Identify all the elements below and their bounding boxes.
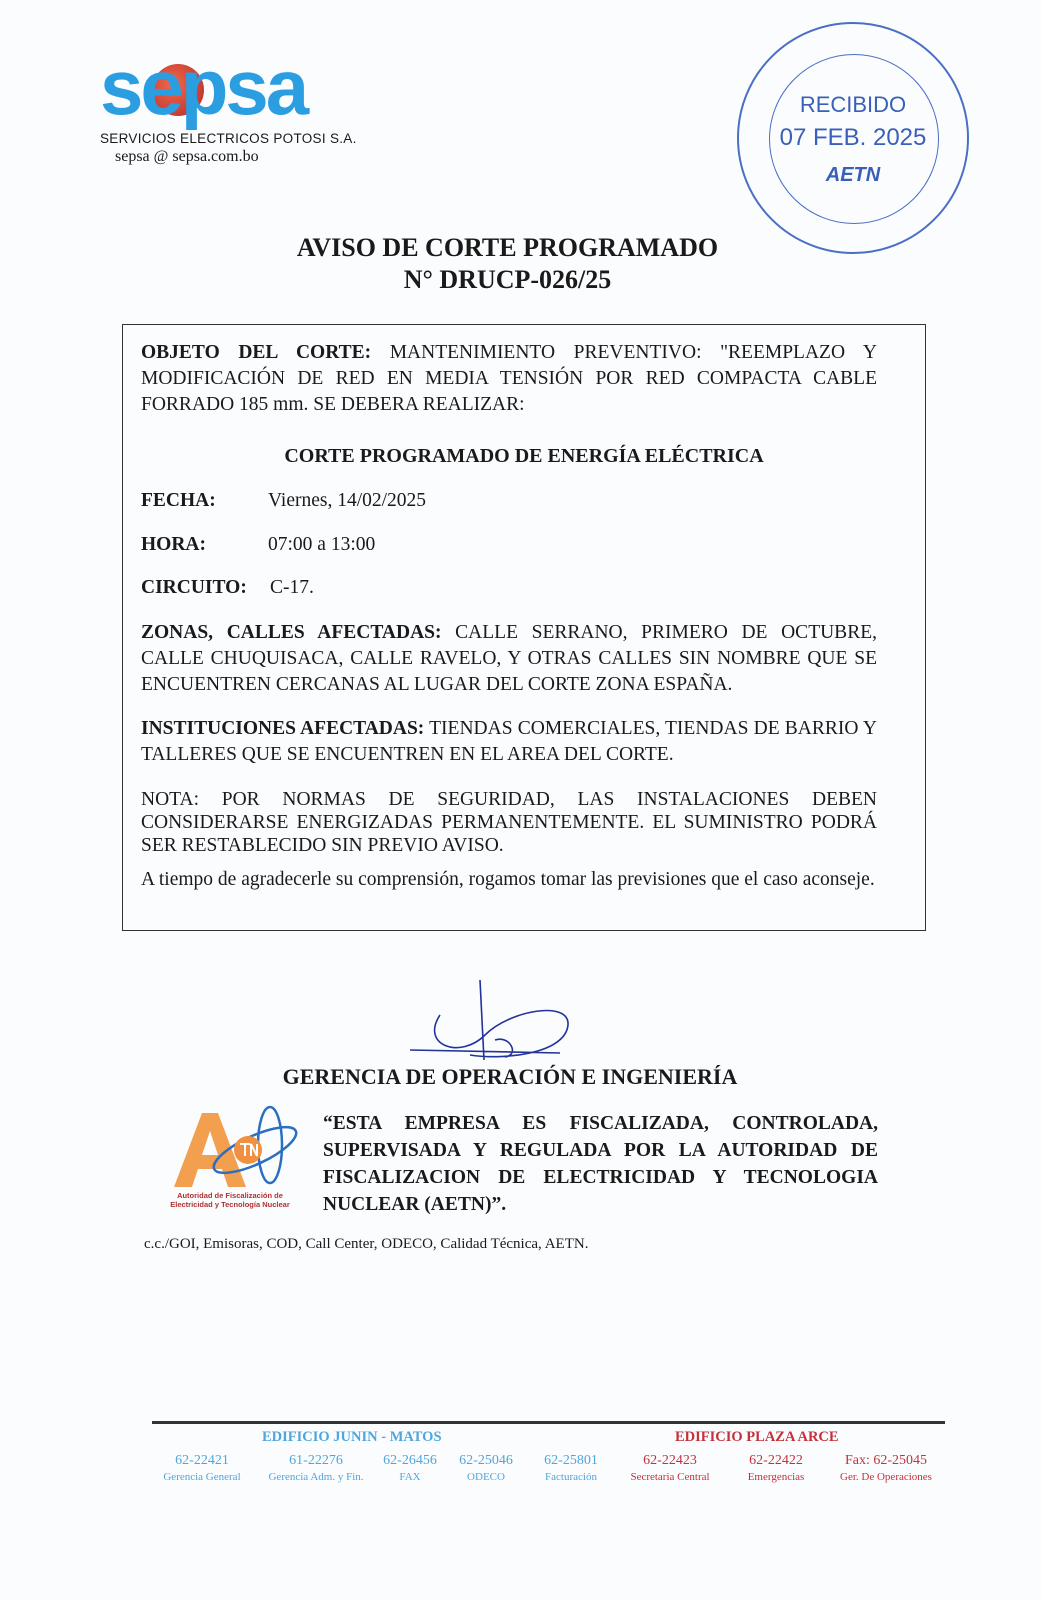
footer-phone: 62-22421	[175, 1453, 229, 1468]
hora-value: 07:00 a 13:00	[268, 534, 376, 555]
aetn-logo-mark	[160, 1105, 300, 1189]
company-name: SERVICIOS ELECTRICOS POTOSI S.A.	[100, 131, 357, 146]
footer-phone-label: Emergencias	[747, 1471, 805, 1483]
aetn-logo	[160, 1105, 300, 1210]
received-stamp	[737, 22, 969, 254]
zonas-paragraph: ZONAS, CALLES AFECTADAS: CALLE SERRANO, PRIMERO DE OCTUBRE, CALLE CHUQUISACA, CALLE RAVELO, Y OTRAS CALLES SIN NOMBRE QUE SE ENCUENTREN CERCANAS AL LUGAR DEL CORTE ZONA ESPAÑA.	[141, 622, 877, 695]
closing-paragraph: A tiempo de agradecerle su comprensión, rogamos tomar las previsiones que el caso aconseje.	[141, 869, 875, 890]
footer-phone-label: Secretaria Central	[630, 1471, 710, 1483]
footer-phone: 62-25801	[544, 1453, 598, 1468]
footer-phone: 62-22423	[643, 1453, 697, 1468]
footer-phone: 62-22422	[749, 1453, 803, 1468]
footer-phone-label: Ger. De Operaciones	[840, 1471, 932, 1483]
footer-phone: Fax: 62-25045	[844, 1453, 928, 1468]
footer-phone-label: ODECO	[467, 1471, 505, 1483]
section-subtitle: CORTE PROGRAMADO DE ENERGÍA ELÉCTRICA	[284, 445, 764, 467]
footer-phone-label: Gerencia General	[163, 1471, 241, 1483]
footer-rule	[152, 1421, 945, 1424]
stamp-date: 07 FEB. 2025	[779, 124, 927, 151]
stamp-status: RECIBIDO	[799, 92, 907, 117]
footer-phone-label: FAX	[399, 1471, 421, 1483]
instituciones-paragraph: INSTITUCIONES AFECTADAS: TIENDAS COMERCIALES, TIENDAS DE BARRIO Y TALLERES QUE SE ENCUENTREN EN EL AREA DEL CORTE.	[141, 718, 877, 765]
fecha-value: Viernes, 14/02/2025	[268, 490, 427, 511]
signatory-department: GERENCIA DE OPERACIÓN E INGENIERÍA	[282, 1064, 738, 1089]
sepsa-logo: sepsa	[100, 43, 307, 131]
circuito-label: CIRCUITO:	[141, 577, 247, 598]
fecha-label: FECHA:	[141, 490, 216, 511]
footer-building-plaza-arce: EDIFICIO PLAZA ARCE	[675, 1429, 839, 1445]
circuito-value: C-17.	[270, 577, 314, 598]
footer-building-junin: EDIFICIO JUNIN - MATOS	[262, 1429, 442, 1445]
footer-phone: 62-25046	[459, 1453, 513, 1468]
hora-label: HORA:	[141, 534, 206, 555]
aetn-statement: “ESTA EMPRESA ES FISCALIZADA, CONTROLADA, SUPERVISADA Y REGULADA POR LA AUTORIDAD DE FISCALIZACION DE ELECTRICIDAD Y TECNOLOGIA NUCLEAR (AETN)”.	[323, 1113, 878, 1215]
footer-phone-label: Gerencia Adm. y Fin.	[268, 1471, 364, 1483]
carbon-copy: c.c./GOI, Emisoras, COD, Call Center, ODECO, Calidad Técnica, AETN.	[144, 1236, 589, 1252]
stamp-org: AETN	[825, 164, 881, 186]
document-number: N° DRUCP-026/25	[403, 265, 612, 294]
aetn-logo-caption: Autoridad de Fiscalización de Electricidad y Tecnología Nuclear	[170, 1191, 290, 1209]
footer-phone: 62-26456	[383, 1453, 437, 1468]
document-title: AVISO DE CORTE PROGRAMADO	[296, 233, 719, 262]
company-email: sepsa @ sepsa.com.bo	[115, 148, 259, 165]
nota-paragraph: NOTA: POR NORMAS DE SEGURIDAD, LAS INSTALACIONES DEBEN CONSIDERARSE ENERGIZADAS PERMANENTEMENTE. EL SUMINISTRO PODRÁ SER RESTABLECIDO SIN PREVIO AVISO.	[141, 789, 877, 856]
signature	[400, 975, 580, 1063]
objeto-paragraph: OBJETO DEL CORTE: MANTENIMIENTO PREVENTIVO: "REEMPLAZO Y MODIFICACIÓN DE RED EN MEDIA TENSIÓN POR RED COMPACTA CABLE FORRADO 185 mm. SE DEBERA REALIZAR:	[141, 342, 877, 415]
footer-phone: 61-22276	[289, 1453, 343, 1468]
footer-phone-label: Facturación	[545, 1471, 597, 1483]
